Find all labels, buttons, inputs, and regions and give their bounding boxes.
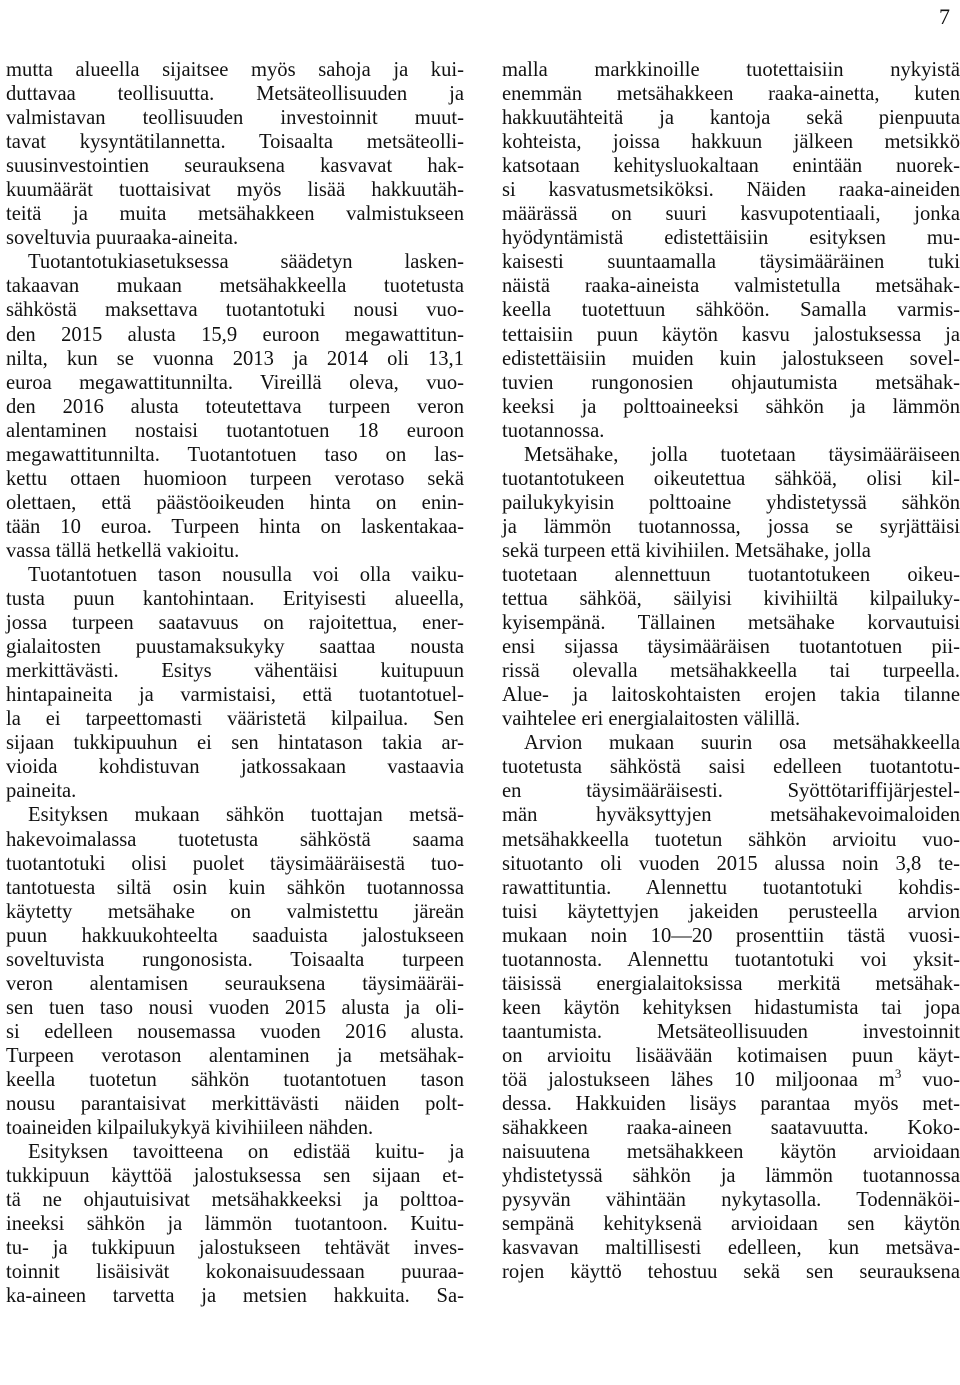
text-line: tusta puun kantohintaan. Erityisesti alueella, — [6, 588, 464, 611]
text-line: sähköstä maksettava tuotantotuki nousi vuo- — [6, 299, 464, 322]
text-line: tä ne ohjautuisivat metsähakkeeksi ja polttoa- — [6, 1189, 464, 1212]
text-line: män hyväksyttyjen metsähakevoimaloiden — [502, 804, 960, 827]
text-line: sempänä kehityksenä arvioidaan sen käytön — [502, 1213, 960, 1236]
text-line: vioida kohdistuvan jatkossakaan vastaavia — [6, 756, 464, 779]
text-line: vassa tällä hetkellä vakioitu. — [6, 539, 240, 562]
text-line: kuumäärät tuottaisivat myös lisää hakkuutäh- — [6, 179, 464, 202]
text-line: nilta, kun se vuonna 2013 ja 2014 oli 13,1 — [6, 347, 464, 370]
text-line: tuotannossa. — [502, 419, 605, 442]
text-line — [502, 1065, 960, 1092]
text-line: tettaisiin puun käytön kasvu jalostuksessa ja — [502, 323, 960, 346]
text-line: Arvion mukaan suurin osa metsähakkeella — [524, 732, 960, 755]
text-line: tuotetaan alennettuun tuotantotukeen oikeu- — [502, 563, 960, 586]
text-line: toinnit lisäisivät kokonaisuudessaan puuraa- — [6, 1261, 464, 1284]
text-line: hintapaineita ja varmistaisi, että tuotantotuel- — [6, 684, 464, 707]
text-line: yhdistetyssä sähkön ja lämmön tuotannossa — [502, 1165, 960, 1188]
text-line: määrässä on suuri kasvupotentiaali, jonka — [502, 203, 960, 226]
text-line: täisissä energialaitoksissa merkitä metsähak- — [502, 972, 960, 995]
text-line: käytetty metsähake on valmistettu järeän — [6, 900, 464, 923]
text-line: rissä olevalla metsähakkeella tai turpeella. — [502, 660, 960, 683]
page-number: 7 — [939, 4, 950, 29]
text-line: teitä ja muita metsähakkeen valmistukseen — [6, 203, 464, 226]
text-line: sähakkeen raaka-aineen saatavuutta. Koko- — [502, 1117, 960, 1140]
text-line: mukaan noin 10—20 prosenttiin tästä vuosi- — [502, 924, 960, 947]
text-line: tantotuesta siltä osin kuin sähkön tuotannossa — [6, 876, 464, 899]
text-line: tukkipuun käyttöä jalostuksessa sen sijaan et- — [6, 1165, 464, 1188]
text-line: hakkuutähteitä ja kantoja sekä pienpuuta — [502, 107, 960, 130]
right-text-column — [502, 58, 960, 1284]
text-line: tuotantotukeen oikeutettua sähköä, olisi kil- — [502, 467, 960, 490]
text-line: soveltuvista rungonosista. Toisaalta turpeen — [6, 948, 464, 971]
text-line: pysyvän vähintään nykytasolla. Todennäköi- — [502, 1189, 960, 1212]
text-line: mutta alueella sijaitsee myös sahoja ja kui- — [6, 59, 464, 81]
text-line: vaihtelee eri energialaitosten välillä. — [502, 708, 801, 731]
text-line: keeksi ja polttoaineeksi sähkön ja lämmön — [502, 395, 960, 418]
text-line: merkittävästi. Esitys vähentäisi kuitupuun — [6, 660, 464, 683]
text-line: kettu ottaen huomioon turpeen verotaso sekä — [6, 467, 464, 490]
text-line: sijaan tukkipuuhun ei sen hintatason takia ar- — [6, 732, 464, 755]
text-line: den 2016 alusta toteutettava turpeen veron — [6, 395, 464, 418]
text-line: keella tuotetun sähkön tuotantotuen tason — [6, 1068, 464, 1091]
text-line: suusinvestointien seurauksena kasvavat hak- — [6, 155, 464, 178]
text-line: veron alentamisen seurauksena täysimääräi- — [6, 972, 464, 995]
text-line: ja lämmön tuotannossa, jossa se syrjättäisi — [502, 515, 960, 538]
text-line: sen tuen taso nousi vuoden 2015 alusta ja oli- — [6, 996, 464, 1019]
text-line: si edelleen nousemassa vuoden 2016 alusta. — [6, 1020, 464, 1043]
text-line: naisuutena metsähakkeen käytön arvioidaan — [502, 1141, 960, 1164]
text-line: den 2015 alusta 15,9 euroon megawattitun- — [6, 323, 464, 346]
text-line: megawattitunnilta. Tuotantotuen taso on las- — [6, 443, 464, 466]
text-line: paineita. — [6, 780, 77, 803]
text-line: katsotaan kehitysluokaltaan enintään nuorek- — [502, 155, 960, 178]
text-line: soveltuvia puuraaka-aineita. — [6, 227, 239, 250]
text-line: la ei tarpeettomasti vääristetä kilpailua. Sen — [6, 708, 464, 731]
text-line: tuvien rungonosien ohjautumista metsähak- — [502, 371, 960, 394]
text-line: keen käytön kehityksen hidastumista tai jopa — [502, 996, 960, 1019]
text-line: Tuotantotukiasetuksessa säädetyn lasken- — [28, 251, 464, 274]
text-line: valmistavan teollisuuden investoinnit muut- — [6, 107, 464, 130]
text-line: tuisi käytettyjen jakeiden perusteella arvion — [502, 900, 960, 923]
text-line: Tuotantotuen tason nousulla voi olla vaiku- — [28, 563, 464, 586]
text-line: kasvavan maltillisesti edelleen, kun metsäva- — [502, 1237, 960, 1260]
text-line: duttavaa teollisuutta. Metsäteollisuuden ja — [6, 83, 464, 106]
text-line: Turpeen verotason alentaminen ja metsähak- — [6, 1044, 464, 1067]
text-line: euroa megawattitunnilta. Vireillä oleva, vuo- — [6, 371, 464, 394]
text-line: alentaminen nostaisi tuotantotuen 18 euroon — [6, 419, 464, 442]
text-line-segment: töä jalostukseen lähes 10 miljoonaa m — [502, 1068, 895, 1091]
text-line: näistä raaka-aineista valmistetulla metsähak- — [502, 275, 960, 298]
text-line: enemmän metsähakkeen raaka-ainetta, kuten — [502, 83, 960, 106]
text-line: keella tuotettuun sähköön. Samalla varmis- — [502, 299, 960, 322]
text-line: situotanto oli vuoden 2015 alussa noin 3,8 te- — [502, 852, 960, 875]
text-line: ka-aineen tarvetta ja metsien hakkuita. Sa- — [6, 1285, 464, 1308]
text-line: rawattituntia. Alennettu tuotantotuki kohdis- — [502, 876, 960, 899]
text-line: malla markkinoille tuotettaisiin nykyistä — [502, 59, 960, 81]
text-line: en täysimääräisesti. Syöttötariffijärjestel- — [502, 780, 960, 803]
text-line: gialaitosten puustamaksukyky saattaa nousta — [6, 636, 464, 659]
text-line: olettaen, että päästöoikeuden hinta on enin- — [6, 491, 464, 514]
text-line: kyisempänä. Tällainen metsähake korvautuisi — [502, 612, 960, 635]
text-line: hakevoimalassa tuotetusta sähköstä saama — [6, 828, 464, 851]
text-line: puun hakkuukohteelta saaduista jalostukseen — [6, 924, 464, 947]
text-line: sekä turpeen että kivihiilen. Metsähake, jolla — [502, 539, 871, 562]
text-line: takaavan mukaan metsähakkeella tuotetusta — [6, 275, 464, 298]
text-line-segment: vuo- — [901, 1068, 960, 1091]
text-line: taantumista. Metsäteollisuuden investoinnit — [502, 1020, 960, 1043]
text-line: pailukykyisin polttoaine yhdistetyssä sähkön — [502, 491, 960, 514]
text-line: rojen käyttö tehostuu sekä sen seurauksena — [502, 1261, 960, 1284]
text-line: hyödyntämistä edistettäisiin esityksen mu- — [502, 227, 960, 250]
superscript: 3 — [894, 1065, 902, 1081]
text-line: tettua sähköä, säilyisi kivihiiltä kilpailuky- — [502, 588, 960, 611]
text-line: tuotantotuki olisi puolet täysimääräisestä tuo- — [6, 852, 464, 875]
text-line: Metsähake, jolla tuotetaan täysimääräiseen — [524, 443, 960, 466]
text-line: tään 10 euroa. Turpeen hinta on laskentakaa- — [6, 515, 464, 538]
text-line: metsähakkeella tuotetun sähkön arvioitu vuo- — [502, 828, 960, 851]
text-line: tavat kysyntätilannetta. Toisaalta metsäteolli- — [6, 131, 464, 154]
text-line: on arvioitu lisäävään kotimaisen puun käyt- — [502, 1044, 960, 1067]
text-line: Esityksen tavoitteena on edistää kuitu- ja — [28, 1141, 464, 1164]
text-line: nousu parantaisivat merkittävästi näiden polt- — [6, 1093, 464, 1116]
left-text-column — [6, 58, 464, 1308]
text-line: edistettäisiin muiden kuin jalostukseen sovel- — [502, 347, 960, 370]
text-line: si kasvatusmetsiköksi. Näiden raaka-aineiden — [502, 179, 960, 202]
text-line: kohteista, joissa hakkuun jälkeen metsikkö — [502, 131, 960, 154]
text-line: Alue- ja laitoskohtaisten erojen takia tilanne — [502, 684, 960, 707]
text-line: tu- ja tukkipuun jalostukseen tehtävät inves- — [6, 1237, 464, 1260]
text-line: tuotannosta. Alennettu tuotantotuki voi yksit- — [502, 948, 960, 971]
text-line: dessa. Hakkuiden lisäys parantaa myös met- — [502, 1093, 960, 1116]
text-line: kaisesti suuntaamalla täysimääräinen tuki — [502, 251, 960, 274]
text-line: Esityksen mukaan sähkön tuottajan metsä- — [28, 804, 464, 827]
text-line: jossa turpeen saatavuus on rajoitettua, ener- — [6, 612, 464, 635]
text-line: ensi sijassa täysimääräisen tuotantotuen pii- — [502, 636, 960, 659]
text-line: ineeksi sähkön ja lämmön tuotantoon. Kuitu- — [6, 1213, 464, 1236]
text-line: toaineiden kilpailukykyä kivihiileen nähden. — [6, 1117, 374, 1140]
text-line: tuotetusta sähköstä saisi edelleen tuotantotu- — [502, 756, 960, 779]
